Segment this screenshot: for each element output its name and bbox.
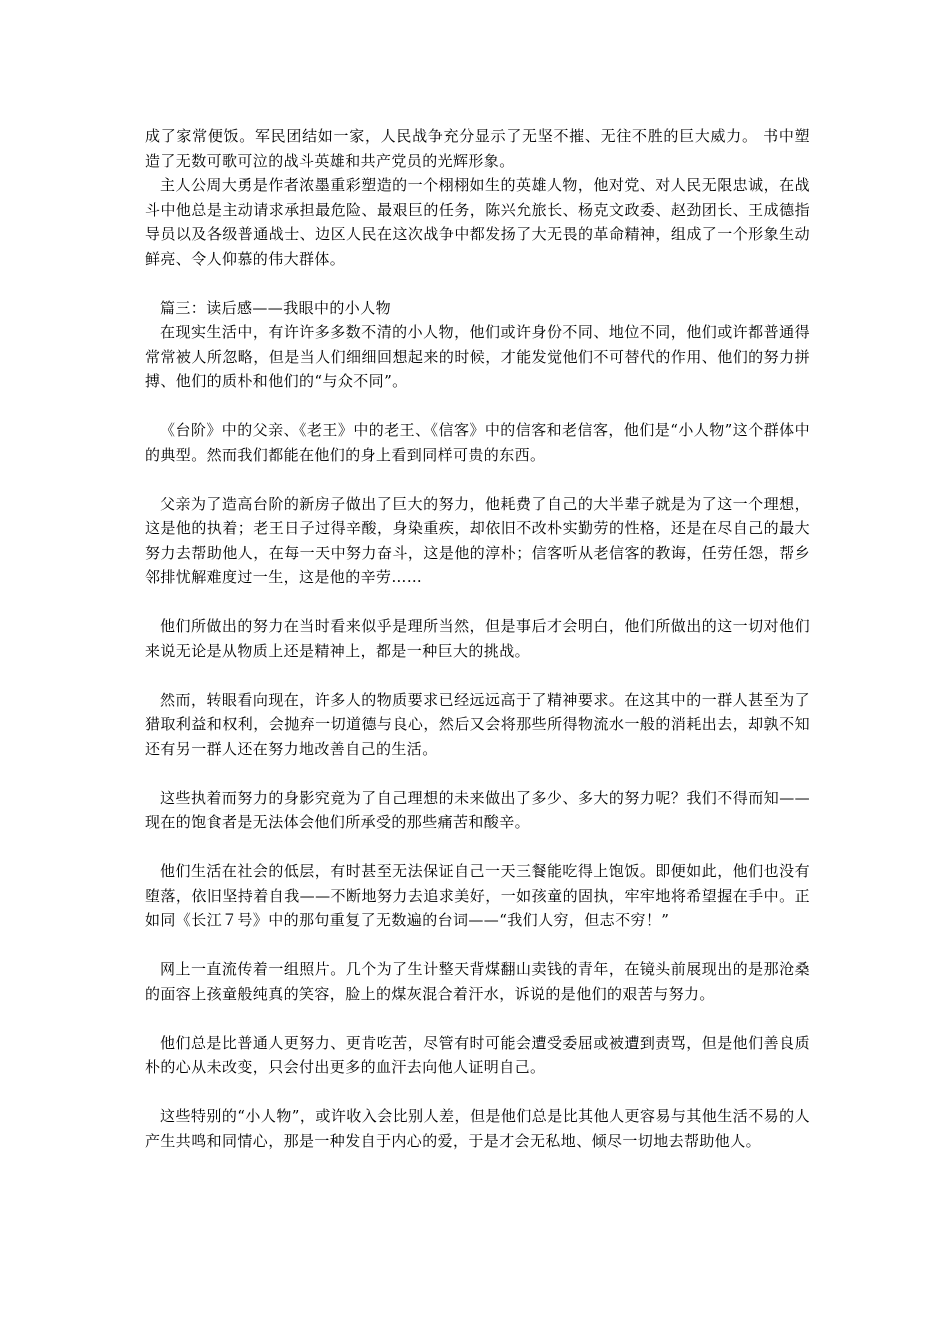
paragraph: 他们总是比普通人更努力、更肯吃苦，尽管有时可能会遭受委屈或被遭到责骂，但是他们善良质朴的心从未改变，只会付出更多的血汗去向他人证明自己。 <box>145 1033 810 1076</box>
paragraph-gap <box>145 761 810 786</box>
paragraph: 这些执着而努力的身影究竟为了自己理想的未来做出了多少、多大的努力呢？我们不得而知——现在的饱食者是无法体会他们所承受的那些痛苦和酸辛。 <box>145 788 810 831</box>
paragraph-gap <box>145 467 810 492</box>
paragraph-gap <box>145 590 810 615</box>
paragraph-protagonist: 主人公周大勇是作者浓墨重彩塑造的一个栩栩如生的英雄人物，他对党、对人民无限忠诚，在战斗中他总是主动请求承担最危险、最艰巨的任务，陈兴允旅长、杨克文政委、赵劲团长、王成德指导员以及各级普通战士、边区人民在这次战争中都发扬了大无畏的革命精神，组成了一个形象生动鲜亮、令人仰慕的伟大群体。 <box>145 176 810 268</box>
paragraph: 在现实生活中，有许许多多数不清的小人物，他们或许身份不同、地位不同，他们或许都普通得常常被人所忽略，但是当人们细细回想起来的时候，才能发觉他们不可替代的作用、他们的努力拼搏、他们的质朴和他们的“与众不同”。 <box>145 323 810 390</box>
paragraph-gap <box>145 1080 810 1105</box>
paragraph: 他们生活在社会的低层，有时甚至无法保证自己一天三餐能吃得上饱饭。即便如此，他们也没有堕落，依旧坚持着自我——不断地努力去追求美好，一如孩童的固执，牢牢地将希望握在手中。正如同《长江７号》中的那句重复了无数遍的台词——“我们人穷，但志不穷！” <box>145 862 810 929</box>
paragraph-gap <box>145 271 810 296</box>
paragraph: 然而，转眼看向现在，许多人的物质要求已经远远高于了精神要求。在这其中的一群人甚至为了猎取利益和权利，会抛弃一切道德与良心，然后又会将那些所得物流水一般的消耗出去，却孰不知还有另一群人还在努力地改善自己的生活。 <box>145 690 810 758</box>
section-heading: 篇三：读后感——我眼中的小人物 <box>160 298 392 317</box>
paragraph-gap <box>145 663 810 688</box>
document-body <box>145 124 810 1153</box>
paragraph: 这些特别的“小人物”，或许收入会比别人差，但是他们总是比其他人更容易与其他生活不易的人产生共鸣和同情心，那是一种发自于内心的爱，于是才会无私地、倾尽一切地去帮助他人。 <box>145 1107 810 1150</box>
paragraph: 他们所做出的努力在当时看来似乎是理所当然，但是事后才会明白，他们所做出的这一切对他们来说无论是从物质上还是精神上，都是一种巨大的挑战。 <box>145 617 810 660</box>
paragraph-gap <box>145 394 810 419</box>
paragraph-continued: 成了家常便饭。军民团结如一家，人民战争充分显示了无坚不摧、无往不胜的巨大威力。 书中塑造了无数可歌可泣的战斗英雄和共产党员的光辉形象。 <box>145 127 810 170</box>
paragraph-gap <box>145 1006 810 1031</box>
paragraph: 《台阶》中的父亲、《老王》中的老王、《信客》中的信客和老信客，他们是“小人物”这个群体中的典型。然而我们都能在他们的身上看到同样可贵的东西。 <box>145 421 810 464</box>
paragraph-gap <box>145 933 810 958</box>
paragraph: 网上一直流传着一组照片。几个为了生计整天背煤翻山卖钱的青年，在镜头前展现出的是那沧桑的面容上孩童般纯真的笑容，脸上的煤灰混合着汗水，诉说的是他们的艰苦与努力。 <box>145 960 810 1003</box>
paragraph-gap <box>145 835 810 860</box>
paragraph: 父亲为了造高台阶的新房子做出了巨大的努力，他耗费了自己的大半辈子就是为了这一个理想，这是他的执着；老王日子过得辛酸，身染重疾，却依旧不改朴实勤劳的性格，还是在尽自己的最大努力去帮助他人，在每一天中努力奋斗，这是他的淳朴；信客听从老信客的教诲，任劳任怨，帮乡邻排忧解难度过一生，这是他的辛劳…… <box>145 494 810 586</box>
